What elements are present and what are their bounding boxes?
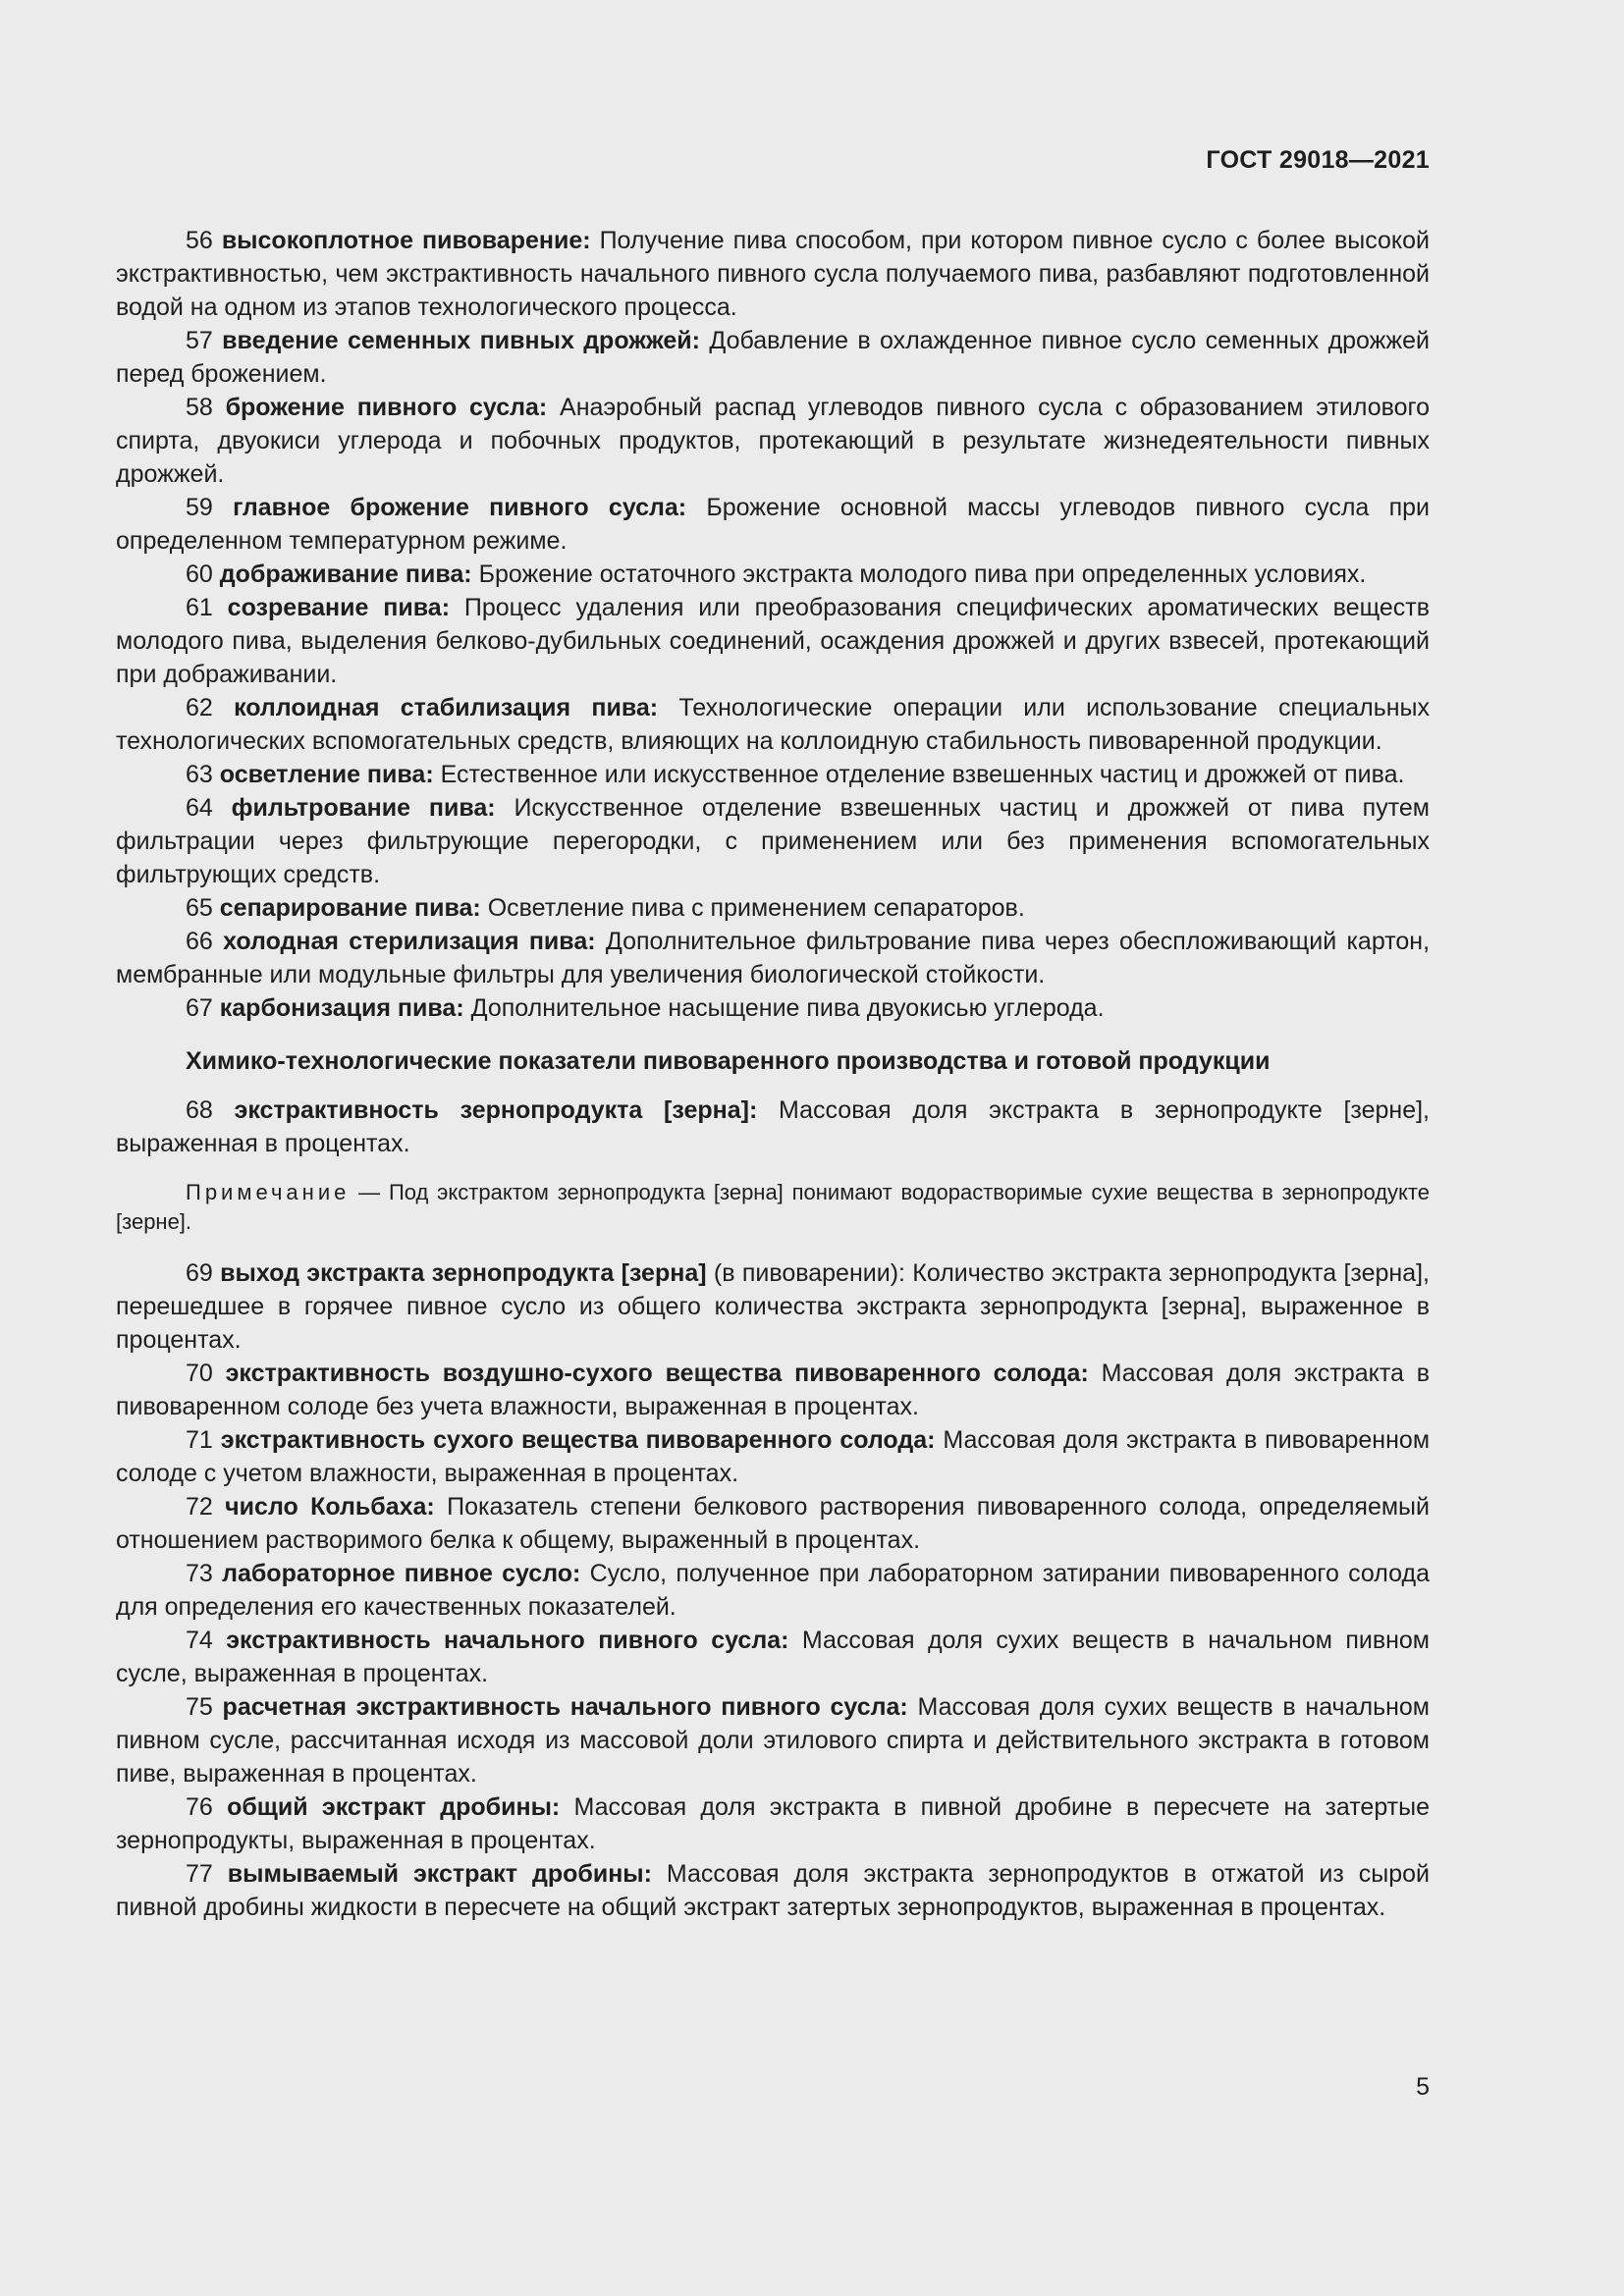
term-title: экстрактивность начального пивного сусла: — [226, 1627, 789, 1654]
term-definition: Добавление в охлажденное пивное сусло семенных дрожжей перед брожением. — [116, 327, 1431, 388]
term-definition: Естественное или искусственное отделение взвешенных частиц и дрожжей от пива. — [440, 761, 1405, 788]
term-title: холодная стерилизация пива: — [223, 928, 596, 955]
term-definition: Осветление пива с применением сепараторов. — [487, 894, 1025, 922]
note — [116, 1178, 1430, 1237]
term-number: 56 — [186, 227, 213, 254]
term-70 — [116, 1357, 1430, 1423]
term-definition: Технологические операции или использование специальных технологических вспомогательных средств, влияющих на коллоидную стабильность пивоваренной продукции. — [116, 694, 1430, 755]
term-77 — [116, 1857, 1430, 1924]
term-76 — [116, 1790, 1430, 1857]
term-title: расчетная экстрактивность начального пивного сусла: — [222, 1693, 908, 1721]
term-title: число Кольбаха: — [225, 1493, 435, 1521]
term-title: вымываемый экстракт дробины: — [227, 1860, 652, 1888]
term-list-b — [116, 1256, 1430, 1924]
term-definition: Массовая доля сухих веществ в начальном пивном сусле, рассчитанная исходя из массовой доли этилового спирта и действительного экстракта в готовом пиве, выраженная в процентах. — [116, 1693, 1430, 1788]
term-title: карбонизация пива: — [219, 994, 464, 1022]
term-number: 58 — [186, 394, 213, 421]
term-61 — [116, 591, 1430, 691]
term-definition: Брожение остаточного экстракта молодого пива при определенных условиях. — [478, 561, 1367, 588]
term-57 — [116, 324, 1430, 391]
term-65 — [116, 891, 1430, 925]
term-56 — [116, 224, 1430, 324]
term-definition: Дополнительное насыщение пива двуокисью углерода. — [470, 994, 1105, 1022]
term-68 — [116, 1094, 1430, 1160]
term-title: сепарирование пива: — [219, 894, 481, 922]
term-66 — [116, 925, 1430, 991]
term-title: фильтрование пива: — [231, 794, 496, 822]
term-number: 70 — [186, 1360, 213, 1387]
term-definition: Искусственное отделение взвешенных частиц и дрожжей от пива путем фильтрации через фильтрующие перегородки, с применением или без применения вспомогательных фильтрующих средств. — [116, 794, 1430, 888]
term-number: 71 — [186, 1426, 213, 1454]
term-58 — [116, 391, 1430, 491]
term-definition: Массовая доля экстракта в пивной дробине в пересчете на затертые зернопродукты, выраженная в процентах. — [116, 1793, 1431, 1854]
term-74 — [116, 1624, 1430, 1690]
note-text: — Под экстрактом зернопродукта [зерна] понимают водорастворимые сухие вещества в зернопродукте [зерне]. — [116, 1180, 1430, 1234]
term-definition: Массовая доля экстракта в пивоваренном солоде без учета влажности, выраженная в процентах. — [116, 1360, 1431, 1420]
term-definition: Получение пива способом, при котором пивное сусло с более высокой экстрактивностью, чем экстрактивность начального пивного сусла получаемого пива, разбавляют подготовленной водой на одном из этапов технологического процесса. — [116, 227, 1430, 321]
document-code-header: ГОСТ 29018—2021 — [1206, 146, 1430, 174]
term-title: выход экстракта зернопродукта [зерна] — [220, 1259, 707, 1287]
term-title: лабораторное пивное сусло: — [222, 1560, 581, 1587]
term-number: 72 — [186, 1493, 213, 1521]
term-title: дображивание пива: — [219, 561, 472, 588]
term-title: экстрактивность сухого вещества пивоваренного солода: — [220, 1426, 936, 1454]
term-59 — [116, 491, 1430, 558]
term-73 — [116, 1557, 1430, 1624]
term-75 — [116, 1690, 1430, 1790]
term-definition: Сусло, полученное при лабораторном затирании пивоваренного солода для определения его качественных показателей. — [116, 1560, 1430, 1621]
term-71 — [116, 1423, 1430, 1490]
term-62 — [116, 691, 1430, 758]
term-title: высокоплотное пивоварение: — [221, 227, 591, 254]
term-number: 62 — [186, 694, 213, 721]
term-definition: Анаэробный распад углеводов пивного сусла с образованием этилового спирта, двуокиси углерода и побочных продуктов, протекающий в результате жизнедеятельности пивных дрожжей. — [116, 394, 1431, 488]
term-number: 63 — [186, 761, 213, 788]
term-definition: Показатель степени белкового растворения пивоваренного солода, определяемый отношением растворимого белка к общему, выраженный в процентах. — [116, 1493, 1430, 1554]
term-number: 75 — [186, 1693, 213, 1721]
term-72 — [116, 1490, 1430, 1557]
term-definition: Массовая доля экстракта зернопродуктов в отжатой из сырой пивной дробины жидкости в пересчете на общий экстракт затертых зернопродуктов, выраженная в процентах. — [116, 1860, 1430, 1921]
term-definition: Массовая доля экстракта в зернопродукте [зерне], выраженная в процентах. — [116, 1096, 1430, 1157]
term-number: 67 — [186, 994, 213, 1022]
term-definition: Брожение основной массы углеводов пивного сусла при определенном температурном режиме. — [116, 494, 1430, 555]
term-title: брожение пивного сусла: — [225, 394, 548, 421]
term-number: 68 — [186, 1096, 213, 1124]
term-number: 57 — [186, 327, 213, 354]
term-title: экстрактивность воздушно-сухого вещества пивоваренного солода: — [225, 1360, 1089, 1387]
term-number: 74 — [186, 1627, 213, 1654]
term-definition: Массовая доля экстракта в пивоваренном солоде с учетом влажности, выраженная в процентах. — [116, 1426, 1431, 1487]
note-label: Примечание — [186, 1180, 351, 1204]
term-number: 76 — [186, 1793, 213, 1821]
term-title: введение семенных пивных дрожжей: — [222, 327, 700, 354]
term-number: 64 — [186, 794, 213, 822]
document-body — [116, 224, 1430, 1924]
term-definition: Процесс удаления или преобразования специфических ароматических веществ молодого пива, выделения белково-дубильных соединений, осаждения дрожжей и других взвесей, протекающий при дображивании. — [116, 594, 1430, 688]
term-title: созревание пива: — [227, 594, 451, 621]
term-number: 69 — [186, 1259, 213, 1287]
term-title: осветление пива: — [219, 761, 434, 788]
term-title: коллоидная стабилизация пива: — [234, 694, 659, 721]
term-number: 73 — [186, 1560, 213, 1587]
term-69 — [116, 1256, 1430, 1357]
term-title: экстрактивность зернопродукта [зерна]: — [234, 1096, 758, 1124]
term-definition: Дополнительное фильтрование пива через обеспложивающий картон, мембранные или модульные фильтры для увеличения биологической стойкости. — [116, 928, 1431, 988]
section-heading: Химико-технологические показатели пивоваренного производства и готовой продукции — [186, 1047, 1271, 1075]
term-title: главное брожение пивного сусла: — [233, 494, 687, 521]
term-number: 59 — [186, 494, 213, 521]
term-67 — [116, 991, 1430, 1025]
term-number: 61 — [186, 594, 213, 621]
term-list-a — [116, 224, 1430, 1025]
term-63 — [116, 758, 1430, 791]
term-number: 77 — [186, 1860, 213, 1888]
term-64 — [116, 791, 1430, 891]
term-number: 66 — [186, 928, 213, 955]
term-60 — [116, 558, 1430, 591]
term-title: общий экстракт дробины: — [227, 1793, 561, 1821]
page-number: 5 — [1416, 2073, 1430, 2101]
term-number: 60 — [186, 561, 213, 588]
term-number: 65 — [186, 894, 213, 922]
term-definition: Массовая доля сухих веществ в начальном пивном сусле, выраженная в процентах. — [116, 1627, 1430, 1687]
term-definition: (в пивоварении): Количество экстракта зернопродукта [зерна], перешедшее в горячее пивное сусло из общего количества экстракта зернопродукта [зерна], выраженное в процентах. — [116, 1259, 1430, 1354]
